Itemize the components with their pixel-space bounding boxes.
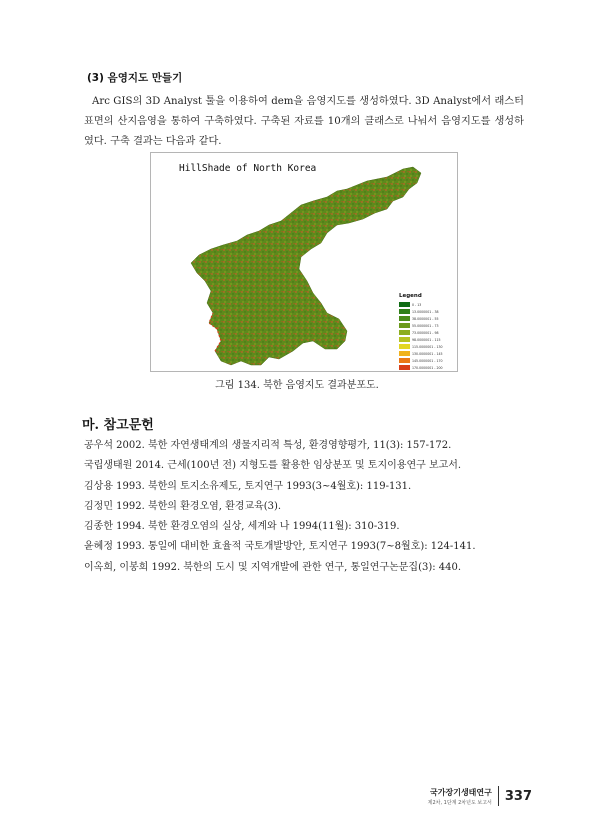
legend-row [399,322,451,329]
legend-swatch [399,358,410,364]
legend-label: 130.0000001 - 145 [412,351,443,356]
legend-row [399,350,451,357]
footer-text [428,787,492,806]
figure-caption: 그림 134. 북한 음영지도 결과분포도. [215,380,379,391]
section-heading: (3) 음영지도 만들기 [87,72,183,84]
legend-label: 170.0000001 - 200 [412,365,443,370]
legend-label: 13.0000001 - 38 [412,309,439,314]
reference-item: 김상용 1993. 북한의 토지소유제도, 토지연구 1993(3~4월호): 119-131. [84,480,412,492]
reference-item: 국립생태원 2014. 근세(100년 전) 지형도를 활용한 임상분포 및 토지이용연구 보고서. [84,460,462,472]
legend-label: 55.0000001 - 73 [412,323,439,328]
legend-row [399,329,451,336]
reference-item: 윤혜정 1993. 통일에 대비한 효율적 국토개발방안, 토지연구 1993(7~8월호): 124-141. [84,541,476,553]
footer-divider [498,786,499,806]
page-number: 337 [504,788,532,804]
legend-swatch [399,337,410,343]
legend-row [399,343,451,350]
reference-item: 김정민 1992. 북한의 환경오염, 환경교육(3). [84,500,282,512]
legend-row [399,336,451,343]
legend-swatch [399,344,410,350]
legend-label: 115.0000001 - 130 [412,344,443,349]
legend-label: 145.0000001 - 170 [412,358,443,363]
legend-label: 0 - 13 [412,302,422,307]
legend-swatch [399,316,410,322]
legend-row [399,308,451,315]
map-legend [399,293,451,371]
legend-swatch [399,323,410,329]
hillshade-figure [150,152,458,372]
references-list [84,436,524,578]
footer-org: 국가장기생태연구 [430,787,492,797]
north-korea-landmass [191,167,421,365]
legend-swatch [399,365,410,371]
reference-item: 이옥희, 이봉희 1992. 북한의 도시 및 지역개발에 관한 연구, 통일연구논문집(3): 440. [84,561,462,573]
legend-row [399,357,451,364]
legend-title: Legend [399,293,422,299]
legend-row [399,315,451,322]
legend-swatch [399,351,410,357]
legend-label: 38.0000001 - 55 [412,316,439,321]
page-footer [428,786,532,806]
reference-item: 김종한 1994. 북한 환경오염의 실상, 세계와 나 1994(11월): 310-319. [84,521,400,533]
body-paragraph: Arc GIS의 3D Analyst 툴을 이용하여 dem을 음영지도를 생성하였다. 3D Analyst에서 래스터 표면의 산지음영을 통하여 구축하였다. 구축된 자료를 10개의 클래스로 나눠서 음영지도를 생성하였다. 구축 결과는 다음과 같다. [84,96,524,147]
references-heading: 마. 참고문헌 [82,418,154,433]
legend-row [399,301,451,308]
legend-row [399,364,451,371]
legend-label: 98.0000001 - 115 [412,337,441,342]
legend-swatch [399,309,410,315]
legend-label: 73.0000001 - 98 [412,330,439,335]
reference-item: 공우석 2002. 북한 자연생태계의 생물지리적 특성, 환경영향평가, 11(3): 157-172. [84,440,452,451]
legend-swatch [399,330,410,336]
map-title: HillShade of North Korea [179,163,317,174]
footer-sub: 제2차, 1단계 2차년도 보고서 [427,799,492,806]
legend-swatch [399,302,410,308]
